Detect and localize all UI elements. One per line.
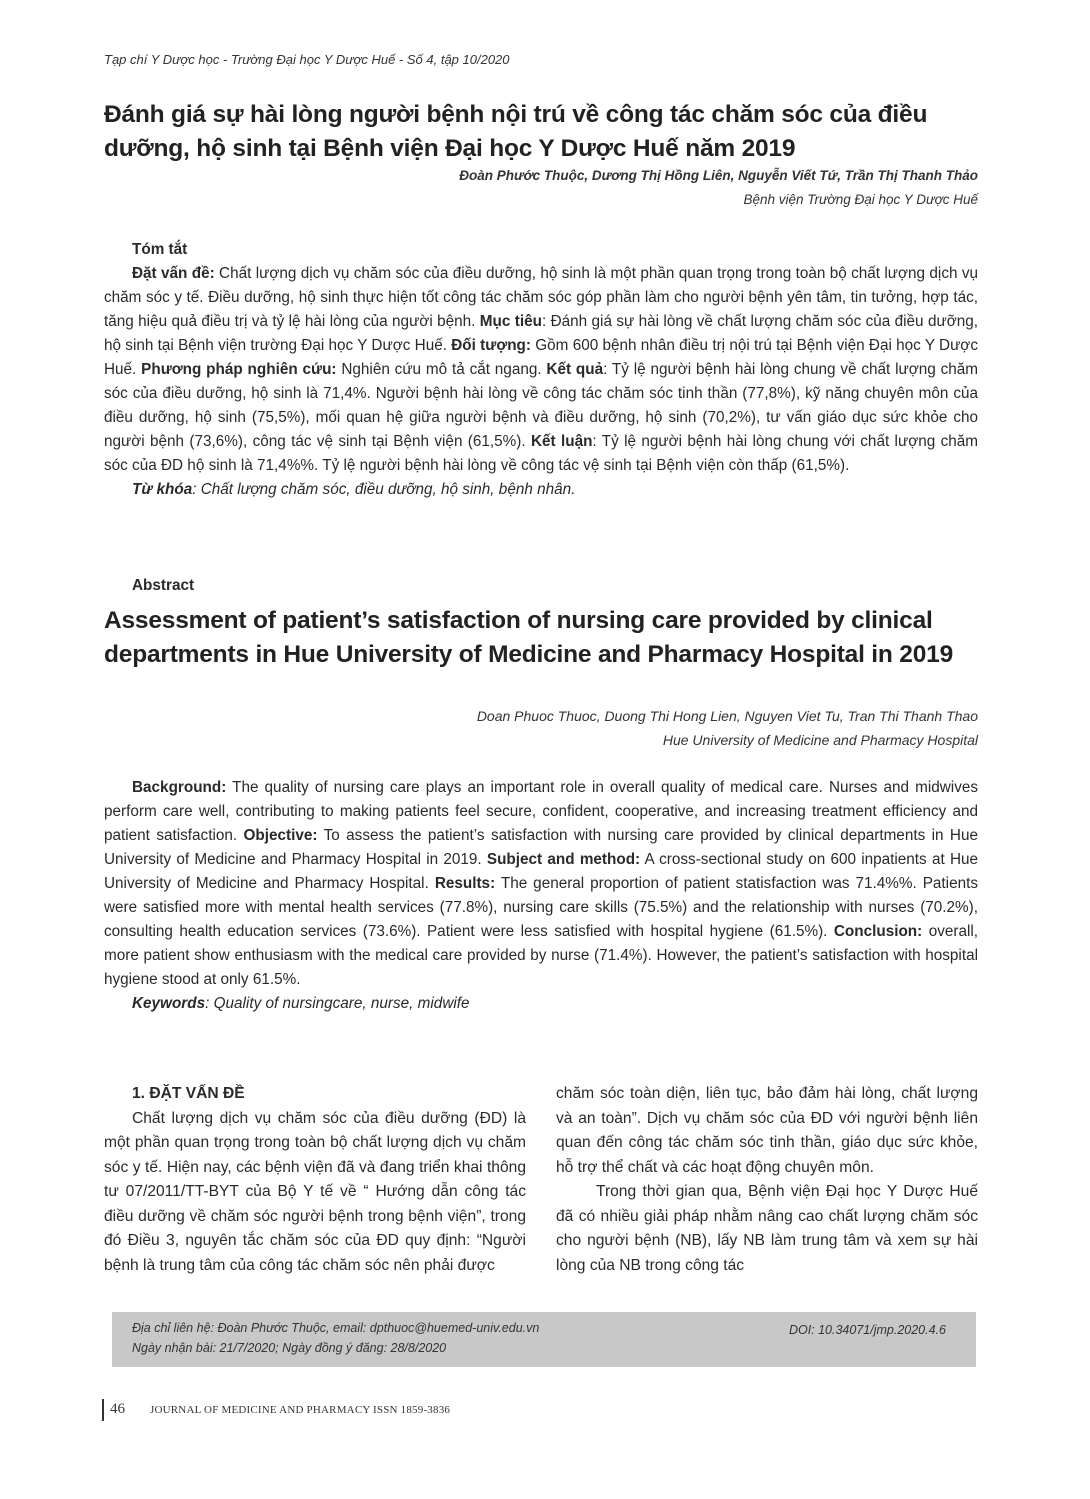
journal-name: JOURNAL OF MEDICINE AND PHARMACY ISSN 1859-3836 <box>150 1404 451 1416</box>
abstract-heading: Abstract <box>132 577 195 594</box>
page-number: 46 <box>110 1401 125 1417</box>
body-paragraph: Chất lượng dịch vụ chăm sóc của điều dưỡng (ĐD) là một phần quan trọng trong toàn bộ chất lượng dịch vụ chăm sóc y tế. Hiện nay, các bệnh viện đã và đang triển khai thông tư 07/2011/TT-BYT của Bộ Y tế về “ Hướng dẫn công tác điều dưỡng về chăm sóc người bệnh trong bệnh viện”, trong đó Điều 3, nguyên tắc chăm sóc của ĐD quy định: “Người bệnh là trung tâm của công tác chăm sóc nên phải được <box>104 1109 526 1274</box>
body-paragraph: chăm sóc toàn diện, liên tục, bảo đảm hài lòng, chất lượng và an toàn”. Dịch vụ chăm sóc của ĐD với người bệnh liên quan đến công tác chăm sóc tinh thần, giáo dục sức khỏe, hỗ trợ thể chất và các hoạt động chuyên môn. <box>556 1085 978 1176</box>
summary-paragraph: Đặt vấn đề: Chất lượng dịch vụ chăm sóc của điều dưỡng, hộ sinh là một phần quan trọng trong toàn bộ chất lượng dịch vụ chăm sóc y tế. Điều dưỡng, hộ sinh thực hiện tốt công tác chăm sóc góp phần làm cho người bệnh yên tâm, tin tưởng, hợp tác, tăng hiệu quả điều trị và tỷ lệ hài lòng của người bệnh. Mục tiêu: Đánh giá sự hài lòng về chất lượng chăm sóc của điều dưỡng, hộ sinh tại Bệnh viện trường Đại học Y Dược Huế. Đối tượng: Gồm 600 bệnh nhân điều trị nội trú tại Bệnh viện Đại học Y Dược Huế. Phương pháp nghiên cứu: Nghiên cứu mô tả cắt ngang. Kết quả: Tỷ lệ người bệnh hài lòng chung về chất lượng chăm sóc của điều dưỡng, hộ sinh là 71,4%. Người bệnh hài lòng về công tác chăm sóc tinh thần (77,8%), kỹ năng chuyên môn của điều dưỡng, hộ sinh (75,5%), mối quan hệ giữa người bệnh và điều dưỡng, hộ sinh (70,2%), tư vấn giáo dục sức khỏe cho người bệnh (73,6%), công tác vệ sinh tại Bệnh viện (61,5%). Kết luận: Tỷ lệ người bệnh hài lòng chung với chất lượng chăm sóc của ĐD hộ sinh là 71,4%%. Tỷ lệ người bệnh hài lòng về công tác vệ sinh tại Bệnh viện còn thấp (61,5%). <box>104 265 979 474</box>
label-background: Background: <box>132 779 227 796</box>
label-results-vi: Kết quả <box>546 361 604 378</box>
abstract-en <box>104 776 978 1016</box>
body-column-right <box>556 1082 978 1278</box>
affiliation-en: Hue University of Medicine and Pharmacy Hospital <box>662 732 978 748</box>
keywords-en: Keywords: Quality of nursingcare, nurse, midwife <box>132 995 470 1012</box>
summary-heading: Tóm tắt <box>132 241 188 258</box>
label-method-vi: Phương pháp nghiên cứu: <box>141 361 337 378</box>
running-header: Tạp chí Y Dược học - Trường Đại học Y Dược Huế - Số 4, tập 10/2020 <box>104 52 510 67</box>
authors-en: Doan Phuoc Thuoc, Duong Thi Hong Lien, Nguyen Viet Tu, Tran Thi Thanh Thao <box>476 708 978 724</box>
correspondence-box <box>112 1312 976 1367</box>
label-results: Results: <box>434 875 496 892</box>
affiliation-vi: Bệnh viện Trường Đại học Y Dược Huế <box>743 192 978 207</box>
label-conclusion-vi: Kết luận <box>530 433 593 450</box>
summary-vi <box>104 238 978 502</box>
body-paragraph: Trong thời gian qua, Bệnh viện Đại học Y Dược Huế đã có nhiều giải pháp nhằm nâng cao chất lượng chăm sóc cho người bệnh (NB), lấy NB làm trung tâm và xem sự hài lòng của NB trong công tác <box>556 1183 978 1274</box>
contact-line: Địa chỉ liên hệ: Đoàn Phước Thuộc, email: dpthuoc@huemed-univ.edu.vn <box>132 1321 540 1335</box>
body-column-left <box>104 1082 526 1278</box>
label-objective: Objective: <box>243 827 318 844</box>
article-title-vi: Đánh giá sự hài lòng người bệnh nội trú về công tác chăm sóc của điều dưỡng, hộ sinh tại Bệnh viện Đại học Y Dược Huế năm 2019 <box>104 101 928 162</box>
label-conclusion: Conclusion: <box>833 923 923 940</box>
abstract-paragraph: Background: The quality of nursing care plays an important role in overall quality of medical care. Nurses and midwives perform care well, contributing to making patients feel secure, confident, cooperative, and increasing treatment efficiency and patient satisfaction. Objective: To assess the patient’s satisfaction with nursing care provided by clinical departments in Hue University of Medicine and Pharmacy Hospital in 2019. Subject and method: A cross-sectional study on 600 inpatients at Hue University of Medicine and Pharmacy Hospital. Results: The general proportion of patient statisfaction was 71.4%%. Patients were satisfied more with mental health services (77.8%), nursing care skills (75.5%) and the relationship with nurses (70.2%), consulting health education services (73.6%). Patient were less satisfied with hospital hygiene (61.5%). Conclusion: overall, more patient show enthusiasm with the medical care provided by nurse (71.4%). However, the patient’s satisfaction with hospital hygiene stood at only 61.5%. <box>104 779 979 988</box>
authors-vi: Đoàn Phước Thuộc, Dương Thị Hồng Liên, Nguyễn Viết Tứ, Trần Thị Thanh Thảo <box>459 168 978 183</box>
label-objective-vi: Mục tiêu <box>479 313 542 330</box>
dates-line: Ngày nhận bài: 21/7/2020; Ngày đồng ý đăng: 28/8/2020 <box>132 1341 447 1355</box>
page-marker-bar <box>102 1399 104 1421</box>
section-heading-1: 1. ĐẶT VẤN ĐỀ <box>132 1085 245 1102</box>
doi: DOI: 10.34071/jmp.2020.4.6 <box>788 1323 946 1337</box>
label-subject-method: Subject and method: <box>486 851 641 868</box>
label-background-vi: Đặt vấn đề: <box>132 265 215 282</box>
keywords-vi: Từ khóa: Chất lượng chăm sóc, điều dưỡng, hộ sinh, bệnh nhân. <box>132 481 576 498</box>
label-subjects-vi: Đối tượng: <box>451 337 531 354</box>
abstract-heading-block <box>104 574 978 598</box>
article-title-en: Assessment of patient’s satisfaction of nursing care provided by clinical departments in Hue University of Medicine and Pharmacy Hospital in 2019 <box>104 607 953 668</box>
